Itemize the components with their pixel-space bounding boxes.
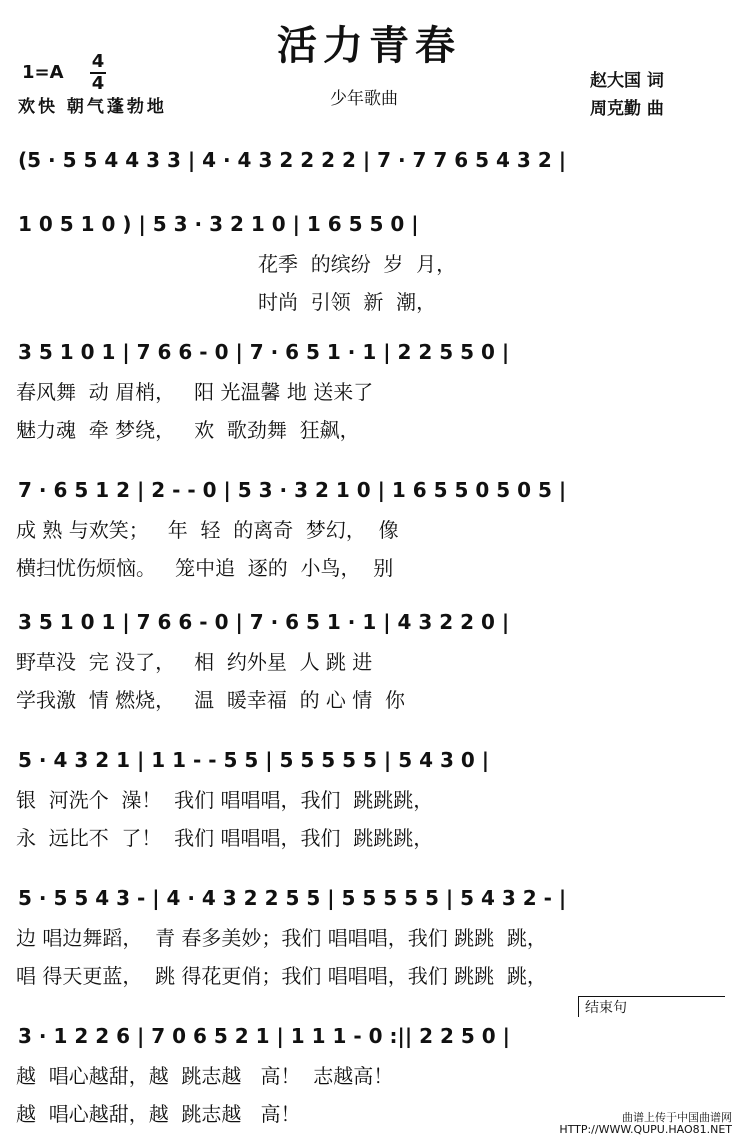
time-signature-bottom: 4 (91, 73, 105, 94)
lyric-line-5-1: 野草没 完 没了， 相 约外星 人 跳 进 (16, 650, 373, 674)
song-type: 少年歌曲 (330, 89, 398, 109)
footer-line-1: 曲谱上传于中国曲谱网 (622, 1111, 732, 1124)
composer: 周克勤 曲 (590, 99, 664, 119)
lyric-line-3-2: 魅力魂 牵 梦绕， 欢 歌劲舞 狂飙， (16, 418, 360, 442)
notation-line-2: 1 0 5 1 0 ) | 5 3 · 3 2 1 0 | 1 6 5 5 0 | (18, 212, 419, 236)
lyric-line-2-2: 时尚 引领 新 潮， (258, 290, 437, 314)
time-signature-top: 4 (91, 51, 105, 72)
notation-line-6: 5 · 4 3 2 1 | 1 1 - - 5 5 | 5 5 5 5 5 | 5 4 3 0 | (18, 748, 490, 772)
lyricist: 赵大国 词 (590, 71, 664, 91)
lyric-line-8-1: 越 唱心越甜，越 跳志越 高！ 志越高！ (16, 1064, 394, 1088)
notation-line-4: 7 · 6 5 1 2 | 2 - - 0 | 5 3 · 3 2 1 0 | 1 6 5 5 0 5 0 5 | (18, 478, 567, 502)
lyric-line-3-1: 春风舞 动 眉梢， 阳 光温馨 地 送来了 (16, 380, 374, 404)
notation-line-8: 3 · 1 2 2 6 | 7 0 6 5 2 1 | 1 1 1 - 0 :|| 2 2 5 0 | (18, 1024, 510, 1048)
lyric-line-7-2: 唱 得天更蓝， 跳 得花更俏；我们 唱唱唱，我们 跳跳 跳， (16, 964, 547, 988)
lyric-line-6-1: 银 河洗个 澡！ 我们 唱唱唱，我们 跳跳跳， (16, 788, 434, 812)
notation-line-7: 5 · 5 5 4 3 - | 4 · 4 3 2 2 5 5 | 5 5 5 5 5 | 5 4 3 2 - | (18, 886, 567, 910)
lyric-line-4-2: 横扫忧伤烦恼。 笼中追 逐的 小鸟， 别 (16, 556, 394, 580)
key-signature: 1=A (22, 62, 64, 83)
lyric-line-2-1: 花季 的缤纷 岁 月， (258, 252, 457, 276)
lyric-line-7-1: 边 唱边舞蹈， 青 春多美妙；我们 唱唱唱，我们 跳跳 跳， (16, 926, 547, 950)
lyric-line-5-2: 学我激 情 燃烧， 温 暖幸福 的 心 情 你 (16, 688, 406, 712)
footer (559, 1112, 732, 1136)
lyric-line-6-2: 永 远比不 了！ 我们 唱唱唱，我们 跳跳跳， (16, 826, 434, 850)
notation-line-1: (5 · 5 5 4 4 3 3 | 4 · 4 3 2 2 2 2 | 7 · 7 7 6 5 4 3 2 | (18, 148, 566, 172)
ending-label: 结束句 (578, 996, 725, 1017)
footer-line-2: HTTP://WWW.QUPU.HAO81.NET (559, 1123, 732, 1136)
time-signature (90, 52, 106, 94)
page-title: 活力青春 (277, 23, 461, 69)
notation-line-5: 3 5 1 0 1 | 7 6 6 - 0 | 7 · 6 5 1 · 1 | 4 3 2 2 0 | (18, 610, 510, 634)
tempo-marking: 欢快 朝气蓬勃地 (18, 97, 167, 117)
lyric-line-4-1: 成 熟 与欢笑； 年 轻 的离奇 梦幻， 像 (16, 518, 399, 542)
lyric-line-8-2: 越 唱心越甜，越 跳志越 高！ (16, 1102, 301, 1126)
notation-line-3: 3 5 1 0 1 | 7 6 6 - 0 | 7 · 6 5 1 · 1 | 2 2 5 5 0 | (18, 340, 510, 364)
